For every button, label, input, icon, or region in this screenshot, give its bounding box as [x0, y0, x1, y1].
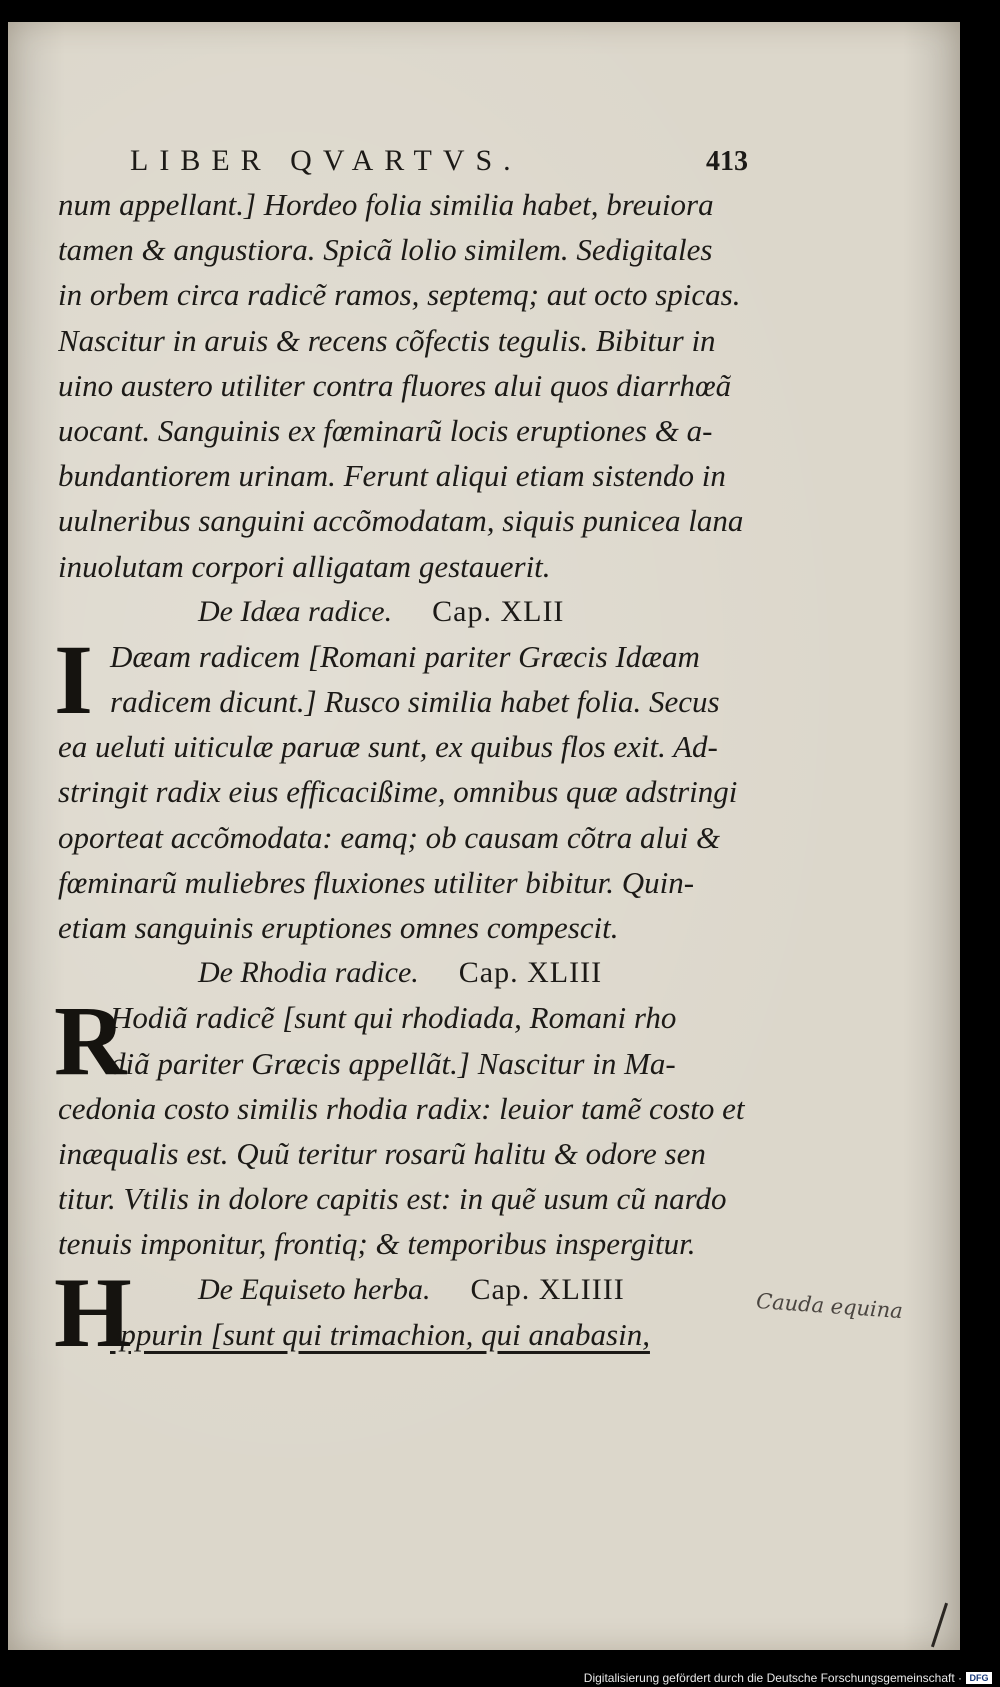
chapter-number: Cap. XLIII	[458, 956, 603, 990]
text-block	[54, 120, 748, 1368]
digitization-credit	[0, 1671, 992, 1685]
text-line: tenuis imponitur, frontiq; & temporibus inspergitur.	[58, 1226, 696, 1262]
text-line: fœminarũ muliebres fluxiones utiliter bibitur. Quin-	[58, 864, 695, 900]
ink-mark	[931, 1603, 948, 1648]
text-line: diã pariter Græcis appellãt.] Nascitur in Ma-	[110, 1045, 676, 1081]
chapter-43-body	[54, 985, 748, 1266]
running-header	[58, 120, 748, 182]
handwritten-margin-note: Cauda equina	[755, 1288, 904, 1324]
chapter-44-body	[54, 1256, 748, 1368]
chapter-heading-43	[58, 950, 748, 995]
text-line: Hodiã radicẽ [sunt qui rhodiada, Romani rho	[110, 1000, 677, 1036]
chapter-title: De Rhodia radice.	[198, 956, 419, 990]
text-line: tamen & angustiora. Spicã lolio similem. Sedigitales	[58, 232, 713, 268]
book-page	[8, 22, 960, 1650]
dfg-logo-icon: DFG	[966, 1672, 992, 1684]
text-line: oporteat accõmodata: eamq; ob causam cõtra alui &	[58, 819, 721, 855]
chapter-number: Cap. XLII	[432, 594, 565, 628]
text-line: inuolutam corpori alligatam gestauerit.	[58, 548, 551, 584]
text-line: etiam sanguinis eruptiones omnes compescit.	[58, 910, 619, 945]
drop-initial: H	[54, 1256, 132, 1368]
text-line: radicem dicunt.] Rusco similia habet folia. Secus	[110, 684, 720, 720]
text-line: cedonia costo similis rhodia radix: leuior tamẽ costo et	[58, 1090, 745, 1126]
text-line: titur. Vtilis in dolore capitis est: in quẽ usum cũ nardo	[58, 1181, 727, 1217]
text-line: Ippurin [sunt qui trimachion, qui anabasin,	[110, 1316, 650, 1352]
chapter-number: Cap. XLIIII	[470, 1272, 625, 1306]
text-line: num appellant.] Hordeo folia similia habet, breuiora	[58, 187, 714, 222]
text-line: uino austero utiliter contra fluores alui quos diarrhœã	[58, 367, 732, 403]
text-line: uocant. Sanguinis ex fœminarũ locis eruptiones & a-	[58, 412, 713, 448]
text-line: stringit radix eius efficacißime, omnibus quæ adstringi	[58, 774, 738, 810]
chapter-42-body	[54, 623, 748, 950]
text-line: Nascitur in aruis & recens cõfectis tegulis. Bibitur in	[58, 322, 716, 358]
drop-initial: R	[54, 985, 127, 1097]
chapter-title: De Equiseto herba.	[198, 1272, 431, 1306]
credit-text: Digitalisierung gefördert durch die Deutsche Forschungsgemeinschaft ·	[583, 1671, 962, 1685]
text-line: uulneribus sanguini accõmodatam, siquis punicea lana	[58, 503, 744, 539]
text-line: Dæam radicem [Romani pariter Græcis Idæam	[110, 638, 700, 674]
drop-initial: I	[54, 623, 93, 735]
folio-number: 413	[706, 146, 748, 177]
text-line: bundantiorem urinam. Ferunt aliqui etiam sistendo in	[58, 458, 726, 494]
running-title: LIBER QVARTVS.	[130, 144, 522, 177]
chapter-heading-42	[58, 589, 748, 634]
chapter-heading-44	[58, 1267, 748, 1312]
text-line: inæqualis est. Quũ teritur rosarũ halitu & odore sen	[58, 1135, 706, 1171]
text-line: ea ueluti uiticulæ paruæ sunt, ex quibus flos exit. Ad-	[58, 729, 718, 765]
paragraph-continued	[58, 182, 748, 589]
text-line: in orbem circa radicẽ ramos, septemq; aut octo spicas.	[58, 277, 741, 313]
chapter-title: De Idæa radice.	[198, 594, 393, 628]
